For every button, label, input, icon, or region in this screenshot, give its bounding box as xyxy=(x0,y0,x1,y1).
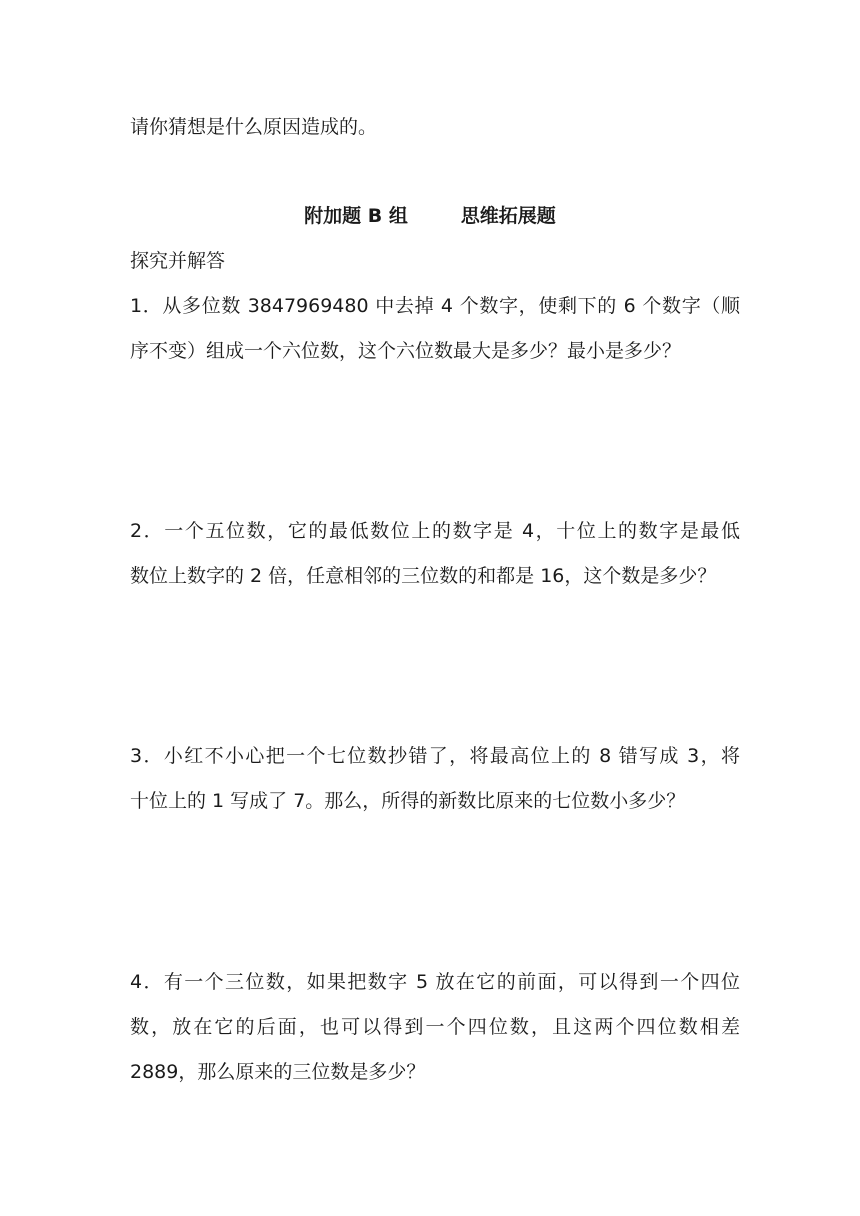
question-4-line-1: 4．有一个三位数，如果把数字 5 放在它的前面，可以得到一个四位 xyxy=(130,971,740,993)
section-heading: 附加题 B 组 思维拓展题 xyxy=(304,205,556,227)
question-3-line-1: 3．小红不小心把一个七位数抄错了，将最高位上的 8 错写成 3，将 xyxy=(130,745,740,767)
question-3-line-2: 十位上的 1 写成了 7。那么，所得的新数比原来的七位数小多少？ xyxy=(130,790,686,812)
question-1-line-2: 序不变）组成一个六位数，这个六位数最大是多少？最小是多少？ xyxy=(130,340,682,362)
section-subheading: 探究并解答 xyxy=(130,250,226,272)
intro-line: 请你猜想是什么原因造成的。 xyxy=(130,116,378,138)
question-2-line-2: 数位上数字的 2 倍，任意相邻的三位数的和都是 16，这个数是多少？ xyxy=(130,565,717,587)
question-4-line-2: 数，放在它的后面，也可以得到一个四位数，且这两个四位数相差 xyxy=(130,1016,740,1038)
question-2-line-1: 2．一个五位数，它的最低数位上的数字是 4，十位上的数字是最低 xyxy=(130,520,740,542)
question-4-line-3: 2889，那么原来的三位数是多少？ xyxy=(130,1061,426,1083)
question-1-line-1: 1．从多位数 3847969480 中去掉 4 个数字，使剩下的 6 个数字（顺 xyxy=(130,295,740,317)
